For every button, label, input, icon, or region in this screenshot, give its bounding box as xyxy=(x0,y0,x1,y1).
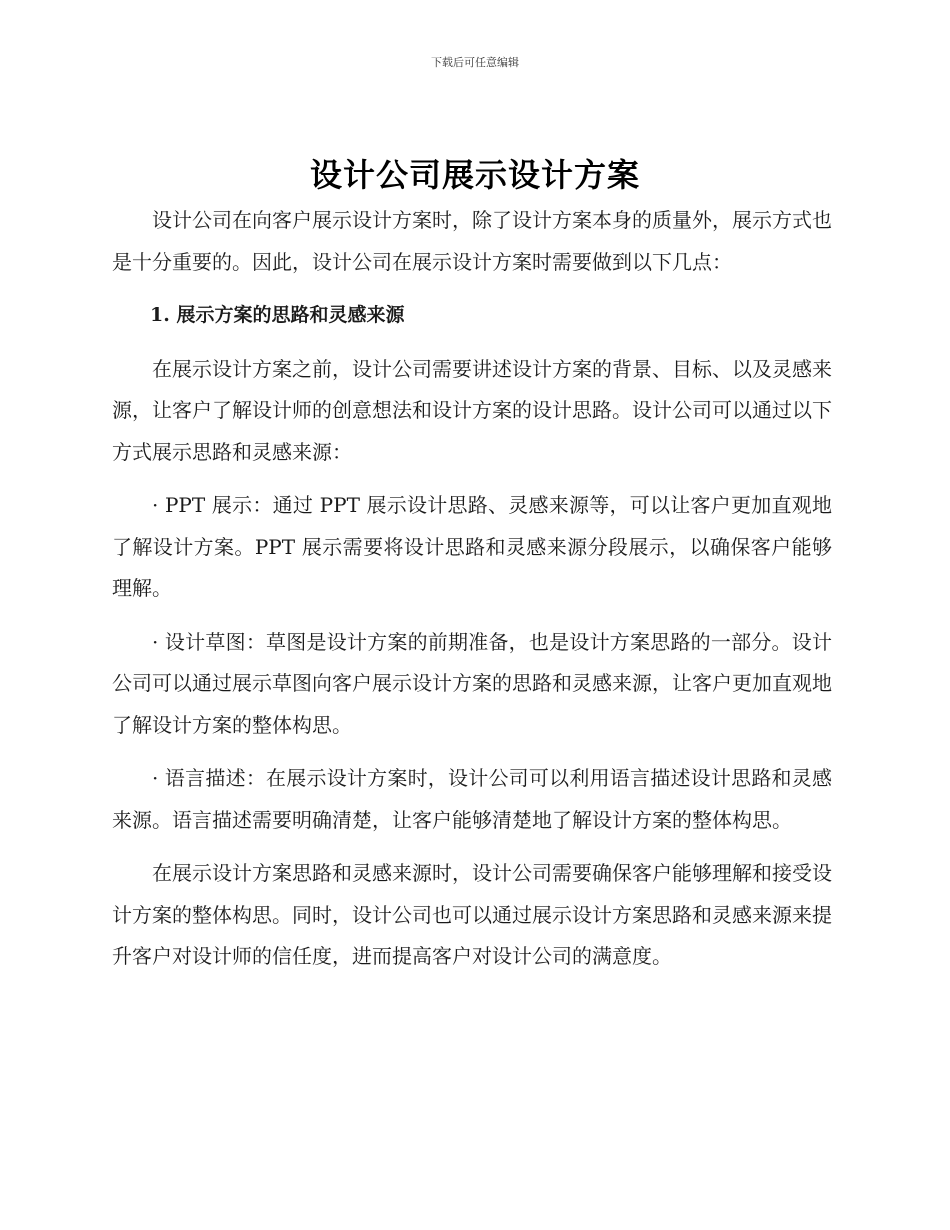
bullet-language-paragraph: · 语言描述：在展示设计方案时，设计公司可以利用语言描述设计思路和灵感来源。语言描述需要明确清楚，让客户能够清楚地了解设计方案的整体构思。 xyxy=(112,766,832,832)
section-1-heading: 1. 展示方案的思路和灵感来源 xyxy=(150,304,405,326)
bullet-ppt-paragraph: · PPT 展示：通过 PPT 展示设计思路、灵感来源等，可以让客户更加直观地了解设计方案。PPT 展示需要将设计思路和灵感来源分段展示，以确保客户能够理解。 xyxy=(112,493,832,600)
intro-paragraph: 设计公司在向客户展示设计方案时，除了设计方案本身的质量外，展示方式也是十分重要的。因此，设计公司在展示设计方案时需要做到以下几点： xyxy=(112,208,832,274)
bullet-sketch-paragraph: · 设计草图：草图是设计方案的前期准备，也是设计方案思路的一部分。设计公司可以通过展示草图向客户展示设计方案的思路和灵感来源，让客户更加直观地了解设计方案的整体构思。 xyxy=(112,629,832,737)
section-1-intro-paragraph: 在展示设计方案之前，设计公司需要讲述设计方案的背景、目标、以及灵感来源，让客户了解设计师的创意想法和设计方案的设计思路。设计公司可以通过以下方式展示思路和灵感来源： xyxy=(112,356,832,464)
document-body xyxy=(112,200,832,978)
conclusion-paragraph: 在展示设计方案思路和灵感来源时，设计公司需要确保客户能够理解和接受设计方案的整体构思。同时，设计公司也可以通过展示设计方案思路和灵感来源来提升客户对设计师的信任度，进而提高客户对设计公司的满意度。 xyxy=(112,861,832,968)
page-title: 设计公司展示设计方案 xyxy=(309,156,640,194)
page-header-note: 下载后可任意编辑 xyxy=(431,56,519,69)
